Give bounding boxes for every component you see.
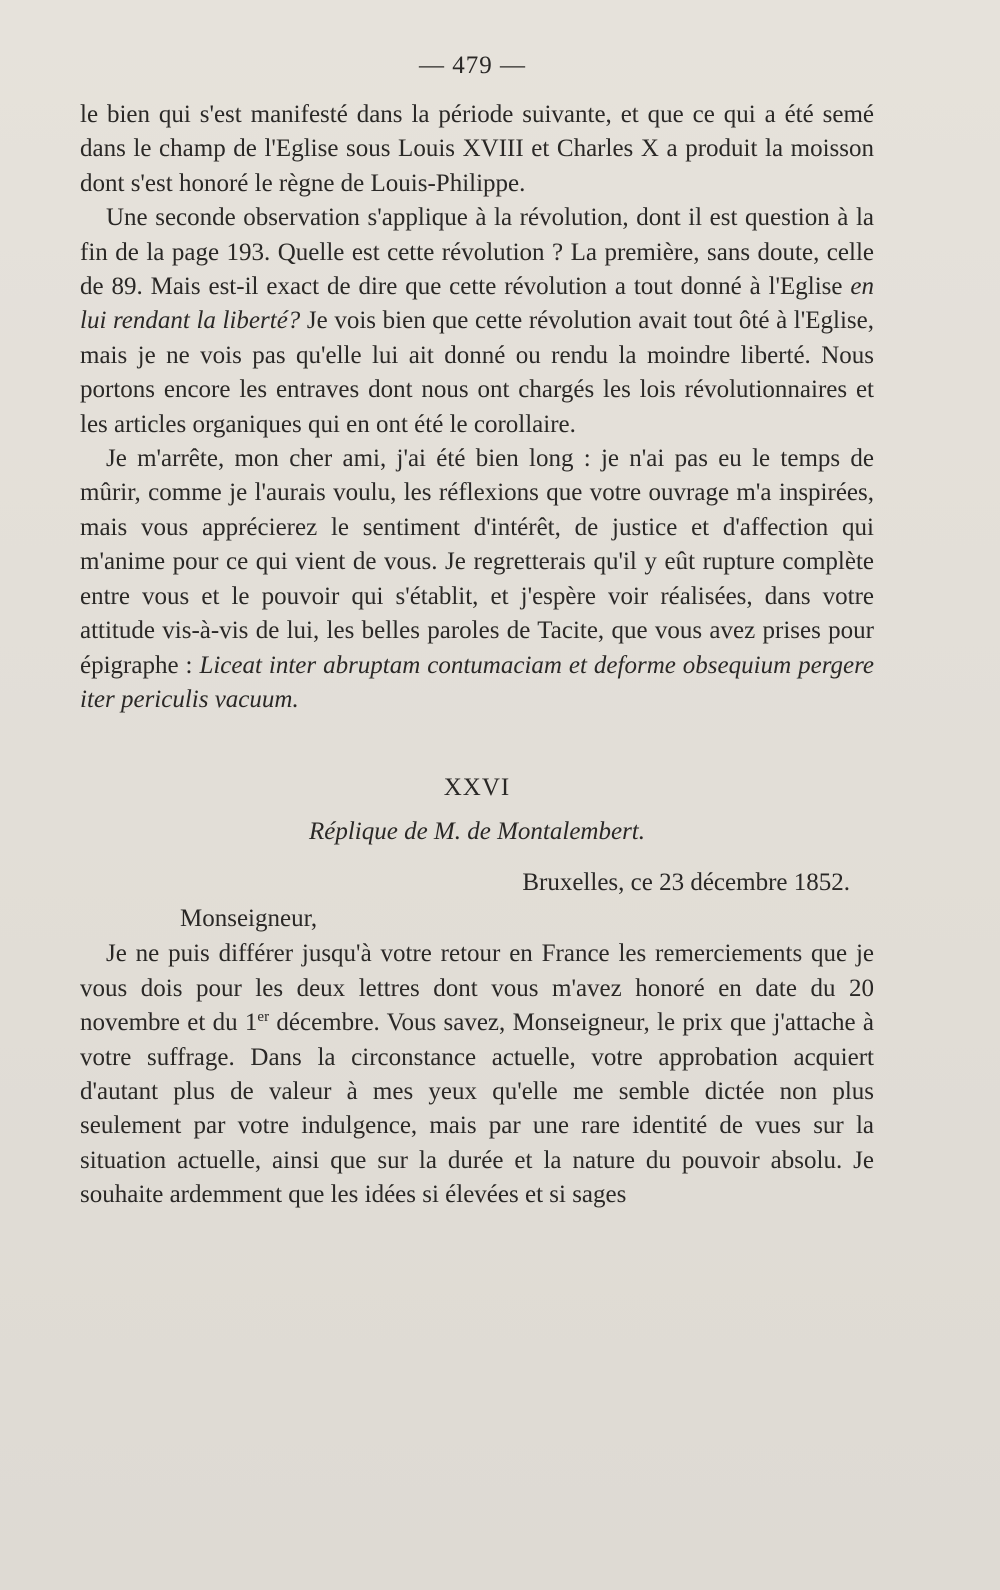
section-number: XXVI [443, 774, 511, 802]
page-body [80, 98, 874, 1213]
paragraph-continuation [80, 98, 874, 201]
paragraph-revolution [80, 201, 874, 442]
letter-text-continued: décembre. Vous savez, Monseigneur, le prix que j'attache à votre suffrage. Dans la circonstance actuelle, votre approbation acquiert d'autant plus de valeur à mes yeux qu'elle me semble dictée non plus seulement par votre indulgence, mais par une rare identité de vues sur la situation actuelle, ainsi que sur la durée et la nature du pouvoir absolu. Je souhaite ardemment que les idées si élevées et si sages [80, 1009, 874, 1209]
paragraph-text-after: Je vois bien que cette révolution avait tout ôté à l'Eglise, mais je ne vois pas qu'elle lui ait donné ou rendu la moindre liberté. Nous portons encore les entraves dont nous ont chargés les lois révolutionnaires et les articles organiques qui en ont été le corollaire. [80, 307, 874, 438]
ordinal-superscript: er [257, 1009, 270, 1026]
paragraph-closing [80, 442, 874, 717]
paragraph-text: le bien qui s'est manifesté dans la période suivante, et que ce qui a été semé dans le champ de l'Eglise sous Louis XVIII et Charles X a produit la moisson dont s'est honoré le règne de Louis-Philippe. [80, 101, 874, 197]
letter-dateline: Bruxelles, ce 23 décembre 1852. [522, 869, 850, 897]
italic-phrase: en lui rendant la liberté? [80, 273, 874, 335]
latin-epigraph: Liceat inter abruptam contumaciam et deforme obsequium pergere iter periculis vacuum. [80, 651, 874, 713]
letter-text: Je ne puis différer jusqu'à votre retour en France les remerciements que je vous dois pour les deux lettres dont vous m'avez honoré en date du 20 novembre et du 1 [80, 940, 874, 1037]
paragraph-text: Une seconde observation s'applique à la révolution, dont il est question à la fin de la page 193. Quelle est cette révolution ? La première, sans doute, celle de 89. Mais est-il exact de dire que cette révolution a tout donné à l'Eglise [80, 204, 874, 301]
section-title: Réplique de M. de Montalembert. [308, 818, 645, 846]
page-number: — 479 — [419, 52, 526, 79]
letter-paragraph [80, 937, 874, 1212]
letter-salutation: Monseigneur, [180, 905, 318, 933]
paragraph-text: Je m'arrête, mon cher ami, j'ai été bien long : je n'ai pas eu le temps de mûrir, comme je l'aurais voulu, les réflexions que votre ouvrage m'a inspirées, mais vous apprécierez le sentiment d'intérêt, de justice et d'affection qui m'anime pour ce qui vient de vous. Je regretterais qu'il y eût rupture complète entre vous et le pouvoir qui s'établit, et j'espère voir réalisées, dans votre attitude vis-à-vis de lui, les belles paroles de Tacite, que vous avez prises pour épigraphe : [80, 445, 874, 679]
